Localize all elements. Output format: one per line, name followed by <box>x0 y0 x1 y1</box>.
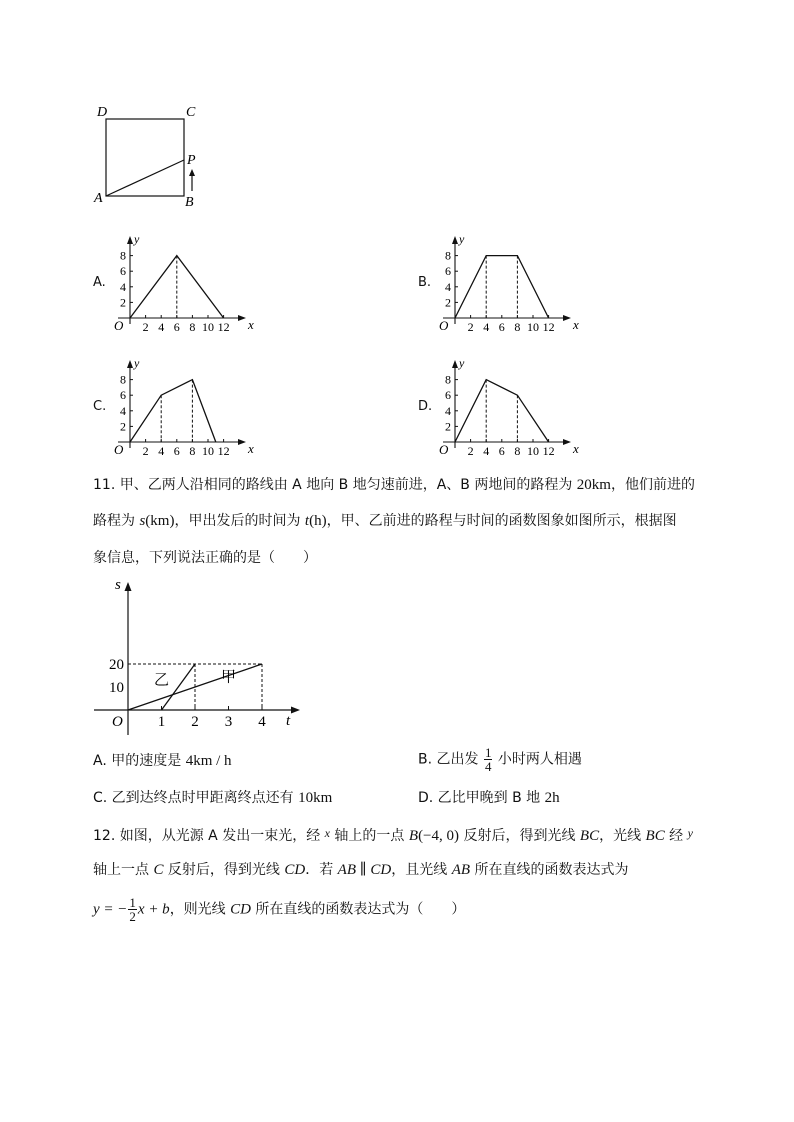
q11-text: 路程为 <box>93 513 140 529</box>
series-label: 甲 <box>220 667 237 686</box>
y-tick-label: 2 <box>120 295 126 310</box>
x-tick-label: 3 <box>224 714 233 730</box>
expr-y: y = − <box>93 901 128 918</box>
x-tick-label: 2 <box>142 320 149 334</box>
y-tick-label: 10 <box>109 680 124 696</box>
y-tick-label: 8 <box>120 248 126 263</box>
q12-line-2 <box>93 860 629 880</box>
var-t: t <box>304 513 310 529</box>
q11-chart <box>90 573 310 743</box>
x-tick-label: 6 <box>173 444 180 458</box>
x-tick-label: 6 <box>173 320 180 334</box>
q11-line-3 <box>93 548 317 568</box>
x-tick-label: 8 <box>514 320 521 334</box>
q11-text: ，他们前进的 <box>610 477 695 493</box>
x-tick-label: 2 <box>467 320 474 334</box>
q12-text: 轴上的一点 <box>329 828 409 844</box>
arrow-up-icon <box>189 169 195 176</box>
numerator: 1 <box>484 745 492 760</box>
y-tick-label: 8 <box>445 248 451 263</box>
option-label: D. <box>418 399 433 414</box>
q12-text: ，光线 <box>599 828 646 844</box>
y-axis-label: s <box>115 577 121 593</box>
y-tick-label: 4 <box>445 403 451 418</box>
function-line <box>455 256 549 318</box>
q12-text: ，则光线 <box>169 901 231 918</box>
segment-ap <box>106 160 184 196</box>
x-tick-label: 4 <box>158 444 165 458</box>
label-d: D <box>97 105 108 120</box>
x-tick-label: 4 <box>483 444 490 458</box>
y-axis-arrow-icon <box>125 582 132 591</box>
x-tick-label: 4 <box>483 320 490 334</box>
point-b: B <box>408 828 419 844</box>
option-b-chart <box>435 230 585 335</box>
label-p: P <box>187 153 196 168</box>
q12-text: 轴上一点 <box>93 862 154 878</box>
y-tick-label: 8 <box>120 372 126 387</box>
x-tick-label: 10 <box>527 320 539 334</box>
ray-cd: CD <box>230 901 251 918</box>
x-tick-label: 10 <box>527 444 539 458</box>
origin-label: O <box>439 442 449 457</box>
origin-label: O <box>439 318 449 333</box>
option-a-chart <box>110 230 260 335</box>
ray-bc: BC <box>645 828 665 844</box>
q12-text: 所在直线的函数表达式为 <box>470 862 629 878</box>
y-tick-label: 2 <box>445 295 451 310</box>
series-label: 乙 <box>153 670 170 689</box>
y-tick-label: 4 <box>120 403 126 418</box>
q11-option-d[interactable] <box>418 788 560 808</box>
y-tick-label: 6 <box>445 264 451 279</box>
q12-text: 反射后，得到光线 <box>459 828 580 844</box>
origin-label: O <box>114 318 124 333</box>
option-text: A. 甲的速度是 <box>93 753 186 769</box>
x-axis-arrow-icon <box>238 315 246 321</box>
point-c: C <box>153 862 164 878</box>
option-value: 4km / h <box>185 753 232 769</box>
y-axis-label: y <box>134 232 140 246</box>
x-axis-label: x <box>573 317 579 332</box>
y-tick-label: 20 <box>109 657 124 673</box>
origin-label: O <box>114 442 124 457</box>
var-s: s <box>139 513 146 529</box>
option-text: B. 乙出发 <box>418 751 483 768</box>
option-text: 小时两人相遇 <box>493 751 582 768</box>
var-y: y <box>687 826 693 840</box>
fraction-one-half <box>128 896 137 923</box>
x-tick-label: 8 <box>189 444 196 458</box>
x-tick-label: 4 <box>258 714 266 730</box>
y-axis-label: y <box>134 356 140 370</box>
x-tick-label: 6 <box>498 444 505 458</box>
option-label: B. <box>418 275 432 290</box>
unit-h: (h) <box>309 513 327 529</box>
y-tick-label: 6 <box>120 388 126 403</box>
ray-ab: AB <box>451 862 471 878</box>
y-axis-arrow-icon <box>452 360 458 368</box>
ray-cd: CD <box>284 862 306 878</box>
x-axis-arrow-icon <box>291 707 300 714</box>
origin-label: O <box>112 714 123 730</box>
option-c-chart <box>110 354 260 459</box>
q12-text: 反射后，得到光线 <box>163 862 285 878</box>
option-value: 2h <box>544 790 560 806</box>
x-axis-arrow-icon <box>563 439 571 445</box>
y-tick-label: 6 <box>120 264 126 279</box>
label-c: C <box>186 105 196 120</box>
x-axis-arrow-icon <box>238 439 246 445</box>
y-tick-label: 6 <box>445 388 451 403</box>
x-axis-label: t <box>286 713 291 729</box>
expr-rest: x + b <box>137 901 170 918</box>
x-axis-label: x <box>248 317 254 332</box>
x-tick-label: 1 <box>157 714 166 730</box>
parallel-condition: AB ∥ CD <box>337 862 392 878</box>
x-axis-label: x <box>248 441 254 456</box>
y-tick-label: 4 <box>120 279 126 294</box>
y-axis-label: y <box>459 356 465 370</box>
numerator: 1 <box>129 895 136 910</box>
y-tick-label: 4 <box>445 279 451 294</box>
q12-line-3 <box>93 896 465 923</box>
y-axis-arrow-icon <box>127 236 133 244</box>
y-axis-arrow-icon <box>452 236 458 244</box>
x-tick-label: 2 <box>467 444 474 458</box>
q12-text: 经 <box>664 828 688 844</box>
y-axis-label: y <box>459 232 465 246</box>
x-tick-label: 6 <box>498 320 505 334</box>
denominator: 4 <box>484 759 492 774</box>
q11-text: 象信息，下列说法正确的是（ ） <box>93 550 317 566</box>
option-label: A. <box>93 275 106 290</box>
x-tick-label: 12 <box>542 320 555 334</box>
function-line <box>455 380 549 442</box>
x-tick-label: 12 <box>217 320 230 334</box>
y-axis-arrow-icon <box>127 360 133 368</box>
label-b: B <box>185 195 194 210</box>
var-x: x <box>324 826 330 840</box>
ray-bc: BC <box>579 828 600 844</box>
x-axis-arrow-icon <box>563 315 571 321</box>
x-tick-label: 12 <box>542 444 555 458</box>
q11-line-2 <box>93 511 677 531</box>
denominator: 2 <box>129 909 136 924</box>
y-tick-label: 2 <box>445 419 451 434</box>
x-tick-label: 2 <box>191 714 199 730</box>
x-tick-label: 2 <box>142 444 149 458</box>
coord-b: (−4, 0) <box>418 828 460 844</box>
option-d-chart <box>435 354 585 459</box>
q12-text: ．若 <box>305 862 338 878</box>
q11-option-a[interactable] <box>93 751 232 771</box>
square-figure <box>88 100 218 215</box>
y-tick-label: 2 <box>120 419 126 434</box>
square-abcd <box>106 119 184 196</box>
x-tick-label: 10 <box>202 444 214 458</box>
q11-distance: 20km <box>576 477 611 493</box>
option-text: D. 乙比甲晚到 B 地 <box>418 790 545 806</box>
unit-km: (km) <box>145 513 175 529</box>
q11-line-1 <box>93 475 695 495</box>
q12-text: 12. 如图，从光源 A 发出一束光，经 <box>93 828 325 844</box>
x-axis-label: x <box>573 441 579 456</box>
y-tick-label: 8 <box>445 372 451 387</box>
q11-text: 11. 甲、乙两人沿相同的路线由 A 地向 B 地匀速前进，A、B 两地间的路程为 <box>93 477 577 493</box>
option-label: C. <box>93 399 107 414</box>
option-text: C. 乙到达终点时甲距离终点还有 <box>93 790 299 806</box>
option-value: 10km <box>298 790 333 806</box>
x-tick-label: 8 <box>189 320 196 334</box>
label-a: A <box>94 191 103 206</box>
function-line <box>130 380 216 442</box>
q11-text: ，甲出发后的时间为 <box>174 513 305 529</box>
fraction-one-quarter <box>484 746 493 773</box>
q11-option-c[interactable] <box>93 788 332 808</box>
x-tick-label: 12 <box>217 444 230 458</box>
q11-option-b[interactable] <box>418 746 582 773</box>
q12-text: ，且光线 <box>391 862 452 878</box>
q12-line-1 <box>93 823 693 846</box>
x-tick-label: 8 <box>514 444 521 458</box>
q12-text: 所在直线的函数表达式为（ ） <box>250 901 466 918</box>
q11-text: ，甲、乙前进的路程与时间的函数图象如图所示，根据图 <box>326 513 677 529</box>
x-tick-label: 4 <box>158 320 165 334</box>
x-tick-label: 10 <box>202 320 214 334</box>
